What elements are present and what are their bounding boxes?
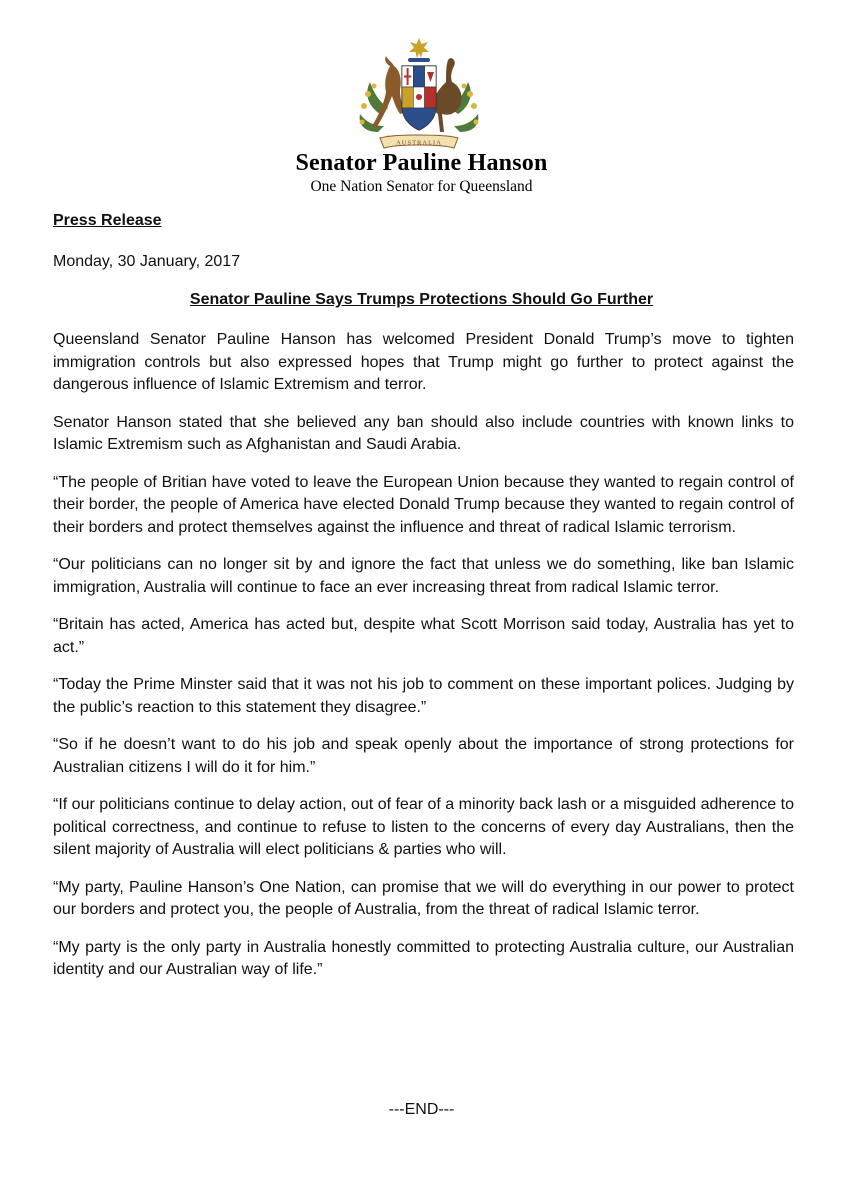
emu-icon <box>433 58 461 132</box>
body-paragraph: Senator Hanson stated that she believed any ban should also include countries with known links to Islamic Extremism such as Afghanistan and Saudi Arabia. <box>53 413 794 453</box>
body-paragraph: Queensland Senator Pauline Hanson has welcomed President Donald Trump’s move to tighten immigration controls but also expressed hopes that Trump might go further to protect against the dangerous influence of Islamic Extremism and terror. <box>53 331 794 393</box>
end-marker: ---END--- <box>388 1101 455 1118</box>
coat-of-arms-crest <box>350 36 488 154</box>
body-paragraph: “Our politicians can no longer sit by and ignore the fact that unless we do something, like ban Islamic immigration, Australia will continue to face an ever increasing threat from radical Islamic terror. <box>53 556 794 596</box>
body-paragraph: “The people of Britian have voted to leave the European Union because they wanted to regain control of their border, the people of America have elected Donald Trump because they wanted to regain control of their borders and protect themselves against the influence and threat of radical Islamic terrorism. <box>53 473 794 536</box>
body-paragraph: “My party is the only party in Australia honestly committed to protecting Australia culture, our Australian identity and our Australian way of life.” <box>53 938 794 978</box>
commonwealth-star-icon <box>409 38 429 58</box>
body-paragraph: “Today the Prime Minster said that it was not his job to comment on these important polices. Judging by the public’s reaction to this statement they disagree.” <box>53 676 794 716</box>
document-type-label: Press Release <box>53 212 162 229</box>
shield-icon <box>402 66 436 130</box>
body-paragraph: “If our politicians continue to delay action, out of fear of a minority back lash or a misguided adherence to political correctness, and continue to refuse to listen to the concerns of every day Australians, then the silent majority of Australia will elect politicians & parties who will. <box>53 796 794 858</box>
body-paragraph: “Britain has acted, America has acted but, despite what Scott Morrison said today, Australia has yet to act.” <box>53 616 794 656</box>
body-paragraph: “So if he doesn’t want to do his job and speak openly about the importance of strong protections for Australian citizens I will do it for him.” <box>53 736 794 776</box>
release-body <box>53 329 794 997</box>
release-date: Monday, 30 January, 2017 <box>53 253 241 270</box>
senator-name: Senator Pauline Hanson <box>295 150 548 176</box>
senator-subtitle: One Nation Senator for Queensland <box>310 178 533 195</box>
crest-banner-text: AUSTRALIA <box>396 139 442 147</box>
body-paragraph: “My party, Pauline Hanson’s One Nation, can promise that we will do everything in our power to protect our borders and protect you, the people of Australia, from the threat of radical Islamic terror. <box>53 878 794 918</box>
release-headline: Senator Pauline Says Trumps Protections Should Go Further <box>189 291 654 308</box>
kangaroo-icon <box>372 56 406 128</box>
